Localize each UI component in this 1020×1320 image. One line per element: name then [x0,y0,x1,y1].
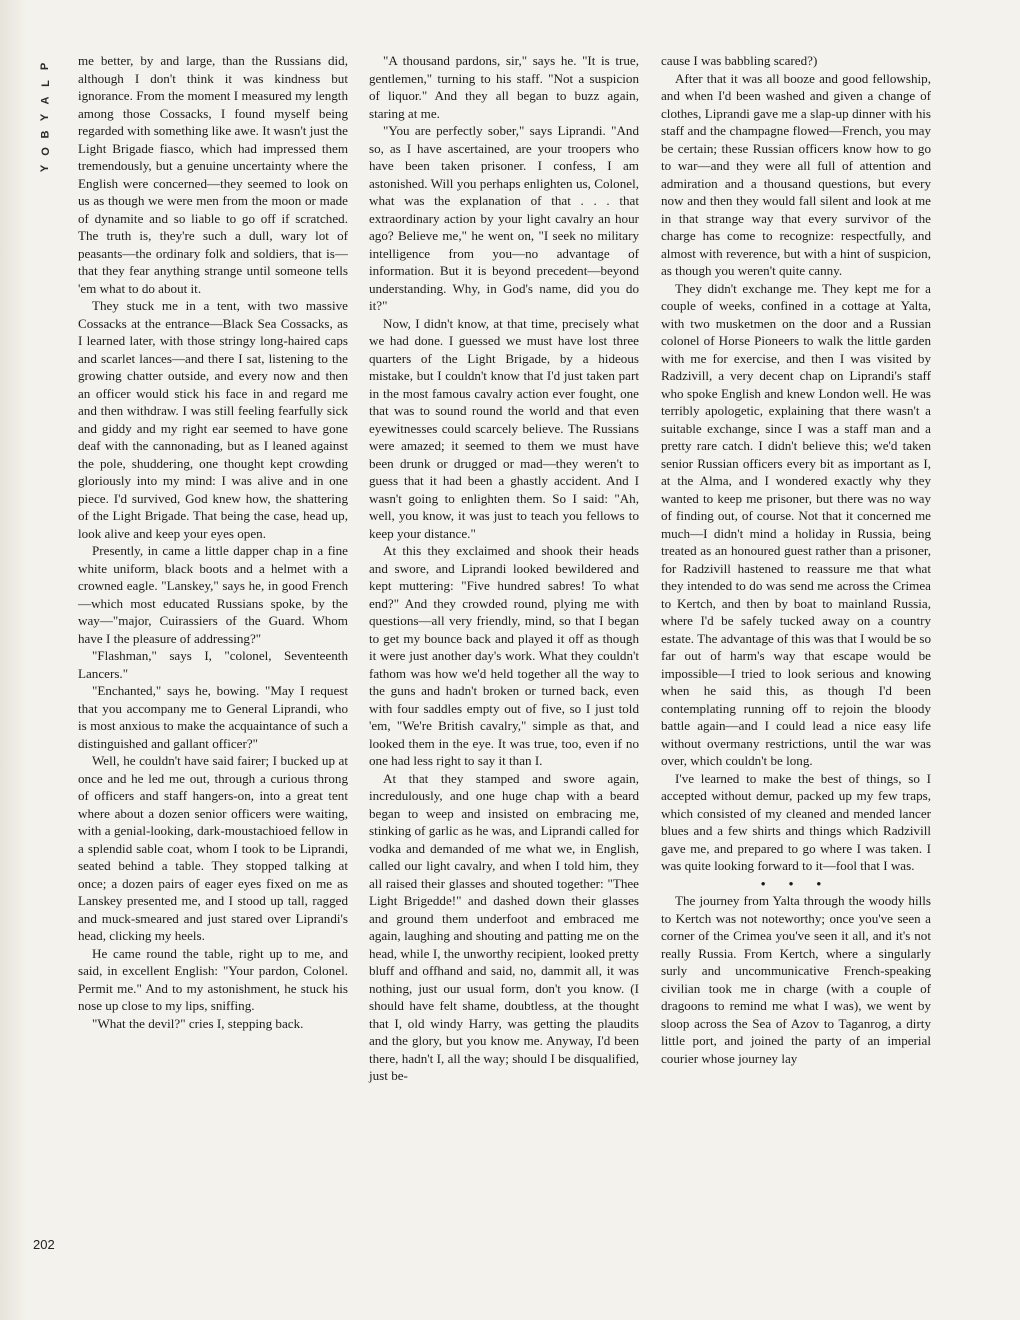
text-column-2 [369,52,639,1085]
paragraph: "You are perfectly sober," says Liprandi. "And so, as I have ascertained, are your troopers who have been taken prisoner. I confess, I am astonished. Will you perhaps enlighten us, Colonel, what was the explanation of that . . . that extraordinary action by your light cavalry an hour ago? Believe me," he went on, "I seek no military intelligence from you—no advantage of information. But it is beyond precedent—beyond understanding. Why, in God's name, did you do it?" [369,123,639,313]
paragraph: cause I was babbling scared?) [661,53,818,68]
masthead-letter: L [39,80,52,87]
text-column-3 [661,52,931,1067]
masthead-letter: Y [39,164,52,173]
paragraph: At this they exclaimed and shook their heads and swore, and Liprandi looked bewildered and kept muttering: "Five hundred sabres! To what end?" And they crowded round, plying me with questions—all very friendly, mind, so that I began to get my bounce back and played it off as though it were just another day's work. What they couldn't fathom was how we'd held together all the way to the guns and hadn't broken or turned back, even with four saddles empty out of five, so I just told 'em, "We're British cavalry," simple as that, and looked them in the eye. It was true, too, even if no one had less right to say it than I. [369,543,639,768]
paragraph: "What the devil?" cries I, stepping back. [92,1015,304,1031]
paragraph: I've learned to make the best of things, so I accepted without demur, packed up my few traps, which consisted of my cleaned and mended lancer blues and a few shirts and things which Radzivill gave me, and prepared to go where I was taken. I was quite looking forward to it—fool that I was. [661,770,931,873]
masthead-letter: A [39,96,52,105]
page-number: 202 [33,1237,55,1252]
masthead-letter: B [39,130,52,139]
masthead-vertical [36,58,56,177]
paragraph: After that it was all booze and good fellowship, and when I'd been washed and given a change of clothes, Liprandi gave me a slap-up dinner with his staff and the champagne flowed—French, you may be certain; these Russian officers know how to go to war—and they were all full of attention and admiration and a thousand questions, but every now and then they would fall silent and look at me in that strange way that every survivor of the charge has come to recognize: respectfully, and almost with reverence, but with a hint of suspicion, as though you weren't quite canny. [661,70,931,278]
paragraph: me better, by and large, than the Russians did, although I don't think it was kindness but ignorance. From the moment I measured my length among those Cossacks, I found myself being regarded with something like awe. It wasn't just the Light Brigade fiasco, which had impressed them tremendously, but a genuine uncertainty where the English were concerned—they seemed to look on us as though we were men from the moon or made of dynamite and so liable to go off if scratched. The truth is, they're such a dull, wary lot of peasants—the ordinary folk and soldiers, that is—that they fear anything strange until someone tells 'em what to do about it. [78,53,348,296]
masthead-letter: O [39,147,52,156]
paragraph: "Enchanted," says he, bowing. "May I request that you accompany me to General Liprandi, who is most anxious to make the acquaintance of such a distinguished and gallant officer?" [78,683,348,751]
paragraph: He came round the table, right up to me, and said, in excellent English: "Your pardon, Colonel. Permit me." And to my astonishment, he stuck his nose up close to my lips, sniffing. [78,945,348,1013]
paragraph: Presently, in came a little dapper chap in a fine white uniform, black boots and a helmet with a crowned eagle. "Lanskey," says he, in good French—which most educated Russians spoke, by the way—"major, Cuirassiers of the Guard. Whom have I the pleasure of addressing?" [78,543,348,646]
paragraph: The journey from Yalta through the woody hills to Kertch was not noteworthy; once you've seen a corner of the Crimea you've seen it all, and it's not really Russia. From Kertch, where a singularly surly and uncommunicative French-speaking civilian took me in charge (with a couple of dragoons to remind me what I was), we went by sloop across the Sea of Azov to Taganrog, a dirty little port, and joined the party of an imperial courier whose journey lay [661,893,931,1066]
page-edge [0,0,28,1320]
paragraph: "A thousand pardons, sir," says he. "It is true, gentlemen," turning to his staff. "Not a suspicion of liquor." And they all began to buzz again, staring at me. [369,53,639,121]
text-column-1 [78,52,348,1032]
paragraph: Now, I didn't know, at that time, precisely what we had done. I guessed we must have lost three quarters of the Light Brigade, by a hideous mistake, but I couldn't know that I'd just taken part in the most famous cavalry action ever fought, one that was to sound round the world and that even eyewitnesses could scarcely believe. The Russians were amazed; it seemed to them we must have been drunk or drugged or mad—they weren't to guess that it had been a ghastly accident. And I wasn't going to enlighten them. So I said: "Ah, well, you know, it was just to teach you fellows to keep your distance." [369,315,639,541]
paragraph: "Flashman," says I, "colonel, Seventeenth Lancers." [78,648,348,681]
paragraph: Well, he couldn't have said fairer; I bucked up at once and he led me out, through a curious throng of officers and staff hangers-on, into a great tent where about a dozen senior officers were waiting, with a genial-looking, dark-moustachioed fellow in a splendid sable coat, whom I took to be Liprandi, seated behind a table. They stopped talking at once; a dozen pairs of eager eyes fixed on me as Lanskey presented me, and I stood up tall, ragged and muck-smeared and just stared over Liprandi's head, clicking my heels. [78,753,348,943]
section-break: • • • [760,875,832,891]
masthead-letter: Y [39,113,52,122]
paragraph: They stuck me in a tent, with two massive Cossacks at the entrance—Black Sea Cossacks, as I learned later, with those stringy long-haired caps and scarlet lances—and there I sat, listening to the growing chatter outside, and every now and then an officer would stick his face in and regard me and then withdraw. I was still feeling fearfully sick and giddy and my right ear seemed to have gone deaf with the cannonading, but as I leaned against the pole, shuddering, one thought kept crowding gloriously into my mind: I was alive and in one piece. I'd survived, God knew how, the shattering of the Light Brigade. That being the case, head up, look alive and keep your eyes open. [78,298,348,541]
paragraph: At that they stamped and swore again, incredulously, and one huge chap with a beard began to weep and insisted on embracing me, stinking of garlic as he was, and Liprandi called for vodka and demanded of me what we, in English, called our light cavalry, and when I told him, they all raised their glasses and shouted together: "Thee Light Brigedde!" and dashed down their glasses and ground them underfoot and embraced me again, laughing and shouting and patting me on the head, while I, the unworthy recipient, looked pretty bluff and offhand and said, no, dammit all, it was nothing, just our usual form, don't you know. (I should have felt shame, doubtless, at the thought that I, old windy Harry, was getting the plaudits and the glory, but you know me. Anyway, I'd been there, hadn't I, all the way; should I be disqualified, just be- [369,770,639,1083]
paragraph: They didn't exchange me. They kept me for a couple of weeks, confined in a cottage at Yalta, with two musketmen on the door and a Russian colonel of Horse Pioneers to walk the little garden with me for exercise, and then I was visited by Radzivill, a very decent chap on Liprandi's staff who spoke English and knew London well. He was terribly apologetic, explaining that there wasn't a suitable exchange, since I was a staff man and a pretty rare catch. I didn't believe this; we'd taken senior Russian officers every bit as important as I, at the Alma, and I wondered exactly why they wanted to keep me prisoner, but there was no way of finding out, of course. Not that it concerned me much—I didn't mind a holiday in Russia, being treated as an honoured guest rather than a prisoner, for Radzivill hastened to reassure me that what they intended to do was send me across the Crimea to Kertch, and then by boat to mainland Russia, where I'd be safely tucked away on a country estate. The advantage of this was that I would be so far out of harm's way that escape would be impossible—I tried to look serious and knowing when he said this, as though I'd been contemplating running off to rejoin the bloody battle again—and I could lead a nice easy life without overmany restrictions, until the war was over, which couldn't be long. [661,280,931,768]
masthead-letter: P [39,62,52,71]
